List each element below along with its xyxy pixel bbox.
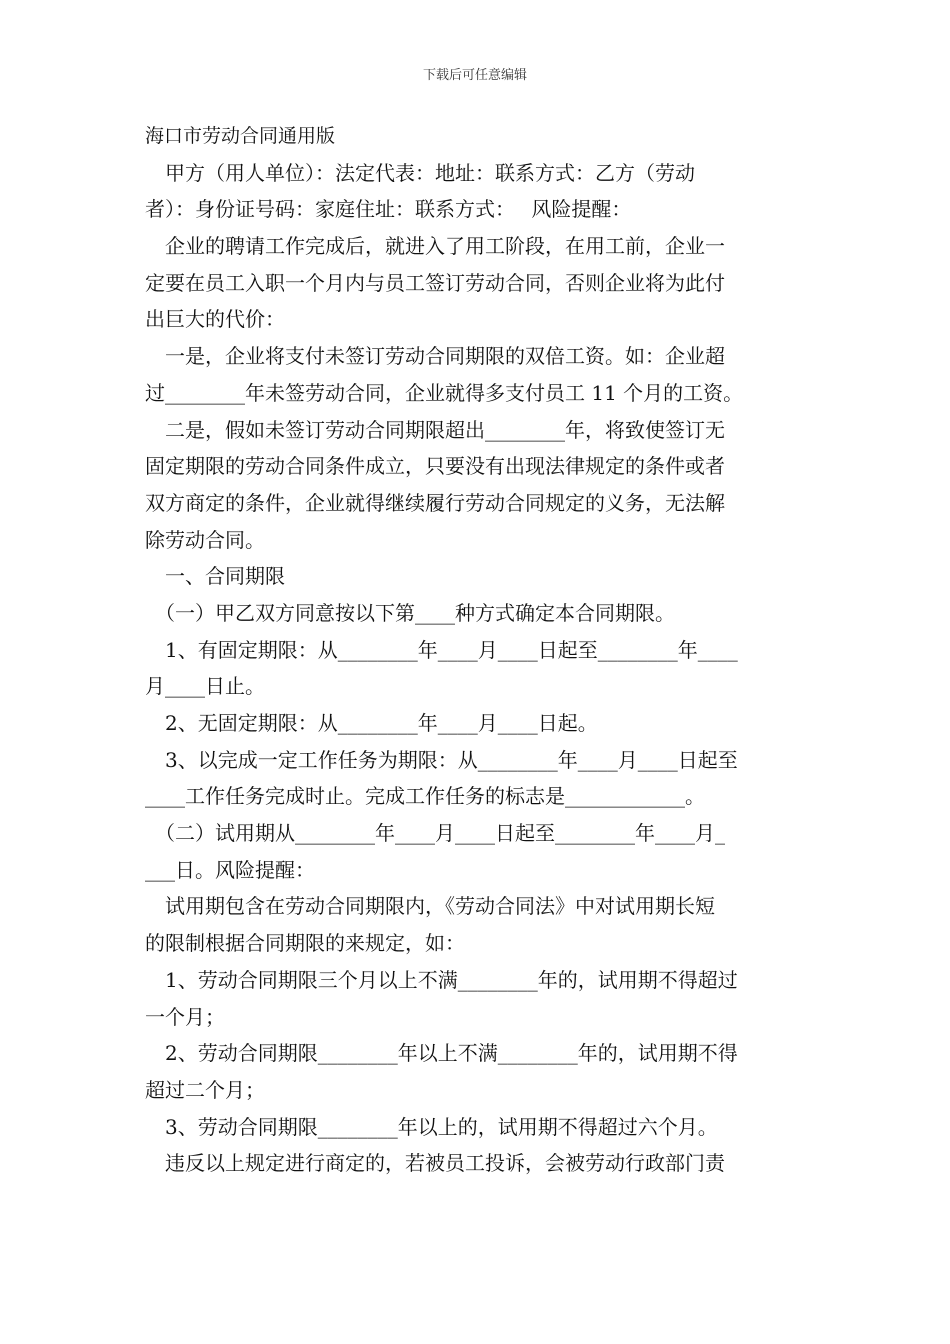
document-body	[145, 118, 805, 1182]
text-line: 过________年未签劳动合同，企业就得多支付员工 11 个月的工资。	[145, 380, 744, 405]
text-line: 违反以上规定进行商定的，若被员工投诉，会被劳动行政部门责	[145, 1151, 725, 1176]
document-title: 海口市劳动合同通用版	[145, 125, 336, 147]
text-line: 1、劳动合同期限三个月以上不满________年的，试用期不得超过	[145, 967, 738, 992]
text-line: （一）甲乙双方同意按以下第____种方式确定本合同期限。	[145, 600, 675, 625]
text-line: 固定期限的劳动合同条件成立，只要没有出现法律规定的条件或者	[145, 454, 725, 479]
text-line: 试用期包含在劳动合同期限内，《劳动合同法》中对试用期长短	[145, 894, 715, 919]
text-line: 3、以完成一定工作任务为期限：从________年____月____日起至	[145, 747, 738, 772]
text-line: 一个月；	[145, 1004, 225, 1029]
text-line: 甲方（用人单位）：法定代表：地址：联系方式：乙方（劳动	[145, 160, 695, 185]
text-line: 二是，假如未签订劳动合同期限超出________年，将致使签订无	[145, 417, 725, 442]
text-line: 1、有固定期限：从________年____月____日起至________年____	[145, 637, 738, 662]
text-line: 2、劳动合同期限________年以上不满________年的，试用期不得	[145, 1041, 738, 1066]
text-line: 者）：身份证号码：家庭住址：联系方式： 风险提醒：	[145, 197, 632, 222]
text-line: 企业的聘请工作完成后，就进入了用工阶段，在用工前，企业一	[145, 234, 725, 259]
section-heading: 一、合同期限	[145, 564, 285, 589]
text-line: 3、劳动合同期限________年以上的，试用期不得超过六个月。	[145, 1114, 718, 1139]
text-line: 超过二个月；	[145, 1077, 265, 1102]
text-line: 出巨大的代价：	[145, 307, 285, 332]
text-line: 双方商定的条件，企业就得继续履行劳动合同规定的义务，无法解	[145, 490, 725, 515]
text-line: 一是，企业将支付未签订劳动合同期限的双倍工资。如：企业超	[145, 344, 725, 369]
text-line: ____工作任务完成时止。完成工作任务的标志是____________。	[145, 784, 705, 809]
text-line: （二）试用期从________年____月____日起至________年____月_	[145, 821, 725, 846]
page-header: 下载后可任意编辑	[422, 68, 527, 83]
text-line: 月____日止。	[145, 674, 265, 699]
text-line: ___日。风险提醒：	[145, 857, 315, 882]
text-line: 除劳动合同。	[145, 527, 265, 552]
text-line: 的限制根据合同期限的来规定，如：	[145, 931, 465, 956]
text-line: 定要在员工入职一个月内与员工签订劳动合同，否则企业将为此付	[145, 270, 725, 295]
text-line: 2、无固定期限：从________年____月____日起。	[145, 711, 598, 735]
